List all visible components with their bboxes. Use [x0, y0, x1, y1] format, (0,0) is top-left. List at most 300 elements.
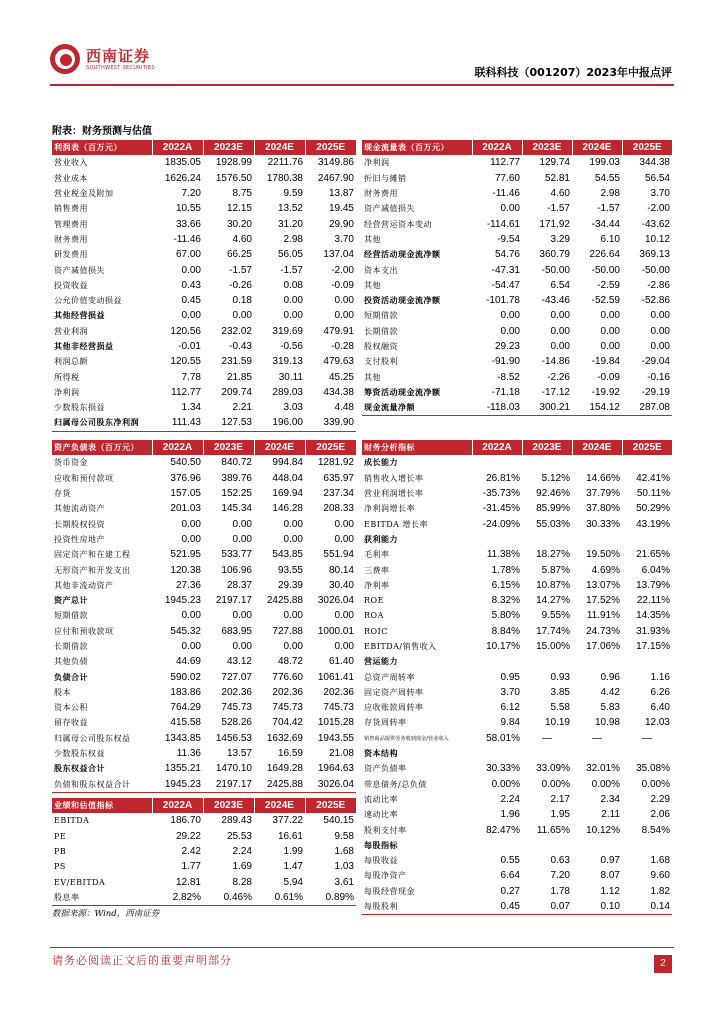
table-row — [52, 859, 356, 874]
cell-value: 6.54 — [550, 279, 570, 291]
cell-value: 2.06 — [650, 809, 670, 821]
cell-value: 37.79% — [586, 488, 620, 500]
cell-value: 208.33 — [323, 503, 354, 515]
row-label: 营业利润增长率 — [364, 489, 424, 499]
cell-value: 2211.76 — [267, 157, 303, 169]
cell-value: 11.65% — [536, 824, 570, 836]
cell-value: 106.96 — [221, 564, 252, 576]
cell-value: 764.29 — [170, 702, 201, 714]
column-header: 2025E — [622, 440, 672, 455]
cell-value: 1649.28 — [266, 763, 303, 775]
cell-value: 1343.85 — [164, 732, 201, 744]
table-row — [362, 838, 672, 853]
cell-value: -11.46 — [492, 188, 520, 200]
cell-value: 0.00 — [550, 310, 570, 322]
cell-value: 0.00 — [650, 341, 670, 352]
row-label: 股息率 — [52, 890, 152, 906]
cell-value: -8.52 — [497, 371, 520, 383]
cell-value — [622, 455, 672, 470]
table-title: 业绩和估值指标 — [52, 798, 152, 813]
cell-value: 202.36 — [221, 686, 252, 698]
row-label: 长期借款 — [54, 642, 88, 651]
cell-value: 5.12% — [541, 472, 570, 484]
cell-value: 7.78 — [181, 371, 201, 383]
cell-value: 415.58 — [170, 717, 201, 729]
column-header: 2025E — [305, 440, 356, 455]
table-row — [52, 155, 356, 170]
cell-value: -52.86 — [641, 295, 670, 307]
cell-value: -50.00 — [641, 264, 670, 276]
cell-value: 58.01% — [486, 732, 520, 744]
cell-value: 2.82% — [152, 890, 203, 906]
row-label: ROIC — [364, 626, 388, 636]
cell-value: -31.45% — [482, 503, 520, 515]
appendix-title: 附表：财务预测与估值 — [52, 126, 152, 137]
cell-value: 13.87 — [328, 188, 354, 200]
cell-value: 29.23 — [494, 341, 520, 352]
cell-value: 30.33% — [586, 518, 620, 530]
row-label: 财务费用 — [364, 189, 398, 199]
row-label: 现金流量净额 — [362, 400, 472, 416]
cell-value: 1945.23 — [164, 595, 201, 607]
cell-value: 3.29 — [550, 233, 570, 245]
row-label: 经营营运资本变动 — [364, 219, 432, 229]
cell-value: 18.27% — [536, 549, 570, 561]
cell-value: 2197.17 — [203, 777, 254, 793]
table-row — [362, 186, 672, 201]
cell-value: 43.12 — [226, 656, 252, 668]
row-label: 销售收入增长率 — [364, 473, 424, 483]
cell-value: 545.32 — [170, 625, 201, 637]
table-row — [52, 293, 356, 308]
cell-value: 434.38 — [323, 386, 354, 398]
cell-value: 1.47 — [283, 861, 303, 873]
table-row — [52, 247, 356, 262]
cell-value: -54.47 — [491, 279, 520, 291]
table-row — [362, 761, 672, 776]
table-row — [52, 324, 356, 339]
cell-value: 0.00 — [181, 610, 201, 622]
cell-value — [622, 838, 672, 853]
cell-value: 5.87% — [541, 564, 570, 576]
table-row — [362, 293, 672, 308]
cell-value: 2.98 — [600, 188, 620, 200]
cell-value: 10.17% — [486, 641, 520, 652]
row-label: 获利能力 — [364, 533, 398, 544]
cell-value: 14.27% — [536, 595, 570, 607]
row-label: 公允价值变动损益 — [54, 296, 122, 306]
column-header: 2024E — [254, 440, 305, 455]
cell-value: 0.00 — [181, 264, 201, 276]
cell-value: — — [592, 732, 602, 744]
table-row — [52, 354, 356, 369]
cell-value: -29.04 — [641, 356, 670, 368]
table-row — [52, 201, 356, 216]
cell-value: 92.46% — [536, 488, 570, 500]
table-row — [52, 654, 356, 669]
cell-value: 17.52% — [586, 595, 620, 607]
row-label: 销售商品提供劳务收到现金/营业收入 — [364, 735, 449, 742]
cell-value: 0.00 — [283, 641, 303, 652]
row-label: 归属母公司股东权益 — [54, 733, 131, 743]
cell-value: 2.24 — [500, 793, 520, 805]
cell-value: 183.86 — [170, 686, 201, 698]
cell-value: 1.95 — [550, 809, 570, 821]
table-row — [52, 562, 356, 577]
table-row — [362, 201, 672, 216]
cell-value: -19.84 — [591, 356, 620, 368]
cell-value: 66.25 — [226, 249, 252, 261]
table-row — [362, 624, 672, 639]
row-label: 毛利率 — [364, 550, 390, 560]
table-row — [362, 400, 672, 416]
row-label: 资产减值损失 — [364, 204, 415, 214]
row-label: 少数股东损益 — [54, 403, 105, 413]
cell-value: 6.10 — [600, 233, 620, 245]
row-label: 存货 — [54, 489, 71, 499]
cell-value: 0.10 — [572, 899, 622, 915]
cell-value: 0.00 — [181, 310, 201, 322]
cell-value: 540.15 — [323, 815, 354, 827]
table-row — [52, 186, 356, 201]
cell-value: 232.02 — [221, 325, 252, 337]
cell-value: 0.00 — [283, 518, 303, 530]
cell-value: 50.11% — [636, 488, 670, 500]
table-row — [362, 746, 672, 761]
cell-value: 0.00 — [334, 295, 354, 307]
table-row — [362, 578, 672, 593]
cell-value: 2.29 — [650, 793, 670, 805]
table-row — [362, 700, 672, 715]
table-row — [362, 516, 672, 531]
cell-value: 85.99% — [536, 503, 570, 515]
cell-value: -34.44 — [591, 218, 620, 230]
cell-value: 9.55% — [541, 610, 570, 622]
cell-value: 14.35% — [636, 610, 670, 622]
cell-value: 0.00 — [334, 610, 354, 622]
valuation-table — [52, 798, 356, 906]
table-title: 利润表（百万元） — [52, 140, 152, 155]
cell-value: 0.00 — [600, 310, 620, 322]
cell-value: -24.09% — [482, 518, 520, 530]
row-label: 每股净资产 — [364, 871, 407, 881]
cell-value: 11.91% — [586, 610, 620, 622]
row-label: 资产负债率 — [364, 764, 407, 774]
cell-value: 7.20 — [181, 188, 201, 200]
cell-value: 4.60 — [232, 233, 252, 245]
table-row — [52, 669, 356, 684]
cell-value: 745.73 — [221, 702, 252, 714]
cell-value: 127.53 — [203, 415, 254, 431]
cell-value: 0.61% — [254, 890, 305, 906]
cell-value — [572, 838, 622, 853]
cell-value: 1.03 — [334, 861, 354, 873]
cell-value: 19.50% — [586, 549, 620, 561]
row-label: 资本支出 — [364, 265, 398, 275]
logo-chinese-name: 西南证券 — [86, 46, 151, 65]
cell-value: 4.48 — [334, 402, 354, 414]
table-row — [52, 532, 356, 547]
row-label: 管理费用 — [54, 219, 88, 229]
cell-value — [522, 654, 572, 669]
table-row — [362, 685, 672, 700]
row-label: 股本 — [54, 687, 71, 697]
cell-value: 0.00 — [650, 310, 670, 322]
cell-value: 1470.10 — [215, 763, 252, 775]
cell-value: 5.80% — [491, 610, 520, 622]
table-row — [52, 385, 356, 400]
cell-value: 0.14 — [622, 899, 672, 915]
table-row — [52, 369, 356, 384]
cell-value: -35.73% — [482, 488, 520, 500]
cell-value: 2467.90 — [317, 172, 354, 184]
table-row — [52, 639, 356, 654]
cell-value: 199.03 — [589, 157, 620, 169]
cell-value: 521.95 — [170, 549, 201, 561]
cell-value: 35.08% — [636, 763, 670, 775]
cell-value: 21.85 — [226, 371, 252, 383]
row-label: 短期借款 — [364, 311, 398, 321]
cell-value: 9.58 — [334, 830, 354, 842]
cell-value: 12.03 — [644, 717, 670, 729]
cell-value — [472, 838, 522, 853]
income-statement-table — [52, 140, 356, 432]
column-header: 2024E — [254, 798, 305, 813]
cell-value: 17.06% — [586, 641, 620, 652]
cell-value: 4.69% — [591, 564, 620, 576]
cell-value: 0.00 — [334, 533, 354, 545]
cell-value: 145.34 — [221, 503, 252, 515]
table-row — [52, 547, 356, 562]
table-row — [362, 669, 672, 684]
balance-sheet-table — [52, 440, 356, 793]
cell-value — [622, 746, 672, 761]
cell-value: 31.20 — [277, 218, 303, 230]
row-label: 短期借款 — [54, 611, 88, 621]
cell-value: 533.77 — [221, 549, 252, 561]
data-source-note: 数据来源：Wind，西南证券 — [52, 909, 160, 919]
table-row — [362, 501, 672, 516]
cell-value: -114.61 — [486, 218, 520, 230]
cell-value: 1964.63 — [317, 763, 354, 775]
column-header: 2022A — [472, 440, 522, 455]
cell-value: -0.26 — [229, 279, 252, 291]
column-header: 2022A — [152, 440, 203, 455]
cell-value: -71.18 — [491, 386, 520, 398]
cell-value: 0.00 — [232, 641, 252, 652]
cell-value: 0.00 — [232, 518, 252, 530]
cell-value: -1.57 — [597, 203, 620, 215]
column-header: 2025E — [305, 798, 356, 813]
table-row — [52, 731, 356, 746]
column-header: 2023E — [203, 798, 254, 813]
row-label: 成长能力 — [364, 457, 398, 468]
row-label: 负债和股东权益合计 — [52, 777, 152, 793]
row-label: 支付股利 — [364, 357, 398, 367]
cell-value: 237.34 — [323, 488, 354, 500]
cell-value: 11.38% — [486, 549, 520, 561]
cell-value: 226.64 — [589, 249, 620, 261]
cell-value: 1.68 — [650, 855, 670, 867]
table-row — [52, 890, 356, 906]
cell-value: 14.66% — [586, 472, 620, 484]
cell-value: 319.69 — [272, 325, 303, 337]
table-row — [362, 339, 672, 354]
cell-value: 540.50 — [170, 457, 201, 469]
cell-value: 21.65% — [636, 549, 670, 561]
cell-value: 30.20 — [226, 218, 252, 230]
cell-value: 201.03 — [170, 503, 201, 515]
cell-value — [472, 455, 522, 470]
table-row — [362, 608, 672, 623]
cell-value: 22.11% — [636, 595, 670, 607]
row-label: 每股收益 — [364, 856, 398, 866]
row-label: 股东权益合计 — [54, 763, 105, 774]
table-row — [362, 777, 672, 792]
table-row — [52, 608, 356, 623]
cell-value: -118.03 — [472, 400, 522, 416]
cell-value: 1626.24 — [164, 172, 201, 184]
cell-value: 1000.01 — [317, 625, 354, 637]
table-row — [362, 471, 672, 486]
cell-value: 745.73 — [323, 702, 354, 714]
cell-value: 31.93% — [636, 625, 670, 637]
cell-value: 37.80% — [586, 503, 620, 515]
cell-value: 0.00 — [232, 610, 252, 622]
table-row — [52, 486, 356, 501]
cell-value: 0.45 — [181, 295, 201, 307]
cell-value: 0.27 — [500, 885, 520, 897]
cell-value — [622, 654, 672, 669]
cell-value: -0.56 — [280, 341, 303, 352]
cell-value: 33.09% — [536, 763, 570, 775]
cell-value: 0.00 — [334, 518, 354, 530]
cell-value: 389.76 — [221, 472, 252, 484]
cell-value: -0.09 — [331, 279, 354, 291]
cell-value: 1.82 — [650, 885, 670, 897]
cell-value: 12.81 — [175, 876, 201, 888]
table-row — [52, 455, 356, 470]
cell-value: 152.25 — [221, 488, 252, 500]
cell-value: 4.60 — [550, 188, 570, 200]
cell-value: 0.00% — [641, 778, 670, 790]
row-label: 营业收入 — [54, 158, 88, 168]
table-row — [52, 685, 356, 700]
row-label: 投资活动现金流净额 — [364, 295, 441, 306]
cell-value: 4.42 — [600, 686, 620, 698]
row-label: 资本公积 — [54, 703, 88, 713]
cell-value: 8.75 — [232, 188, 252, 200]
table-row — [52, 624, 356, 639]
cell-value: 0.43 — [181, 279, 201, 291]
cell-value: 0.00 — [650, 325, 670, 337]
cell-value: 0.00 — [500, 203, 520, 215]
row-label: 速动比率 — [364, 810, 398, 820]
cell-value: 50.29% — [636, 503, 670, 515]
column-header: 2023E — [522, 140, 572, 155]
cell-value: 3026.04 — [305, 777, 356, 793]
cell-value: 16.61 — [277, 830, 303, 842]
cell-value: 1.78 — [550, 885, 570, 897]
cell-value: 0.89% — [305, 890, 356, 906]
cell-value: 112.77 — [171, 386, 201, 398]
cell-value: -43.46 — [541, 295, 570, 307]
row-label: 总资产周转率 — [364, 672, 415, 682]
cell-value: 8.54% — [641, 824, 670, 836]
table-row — [52, 278, 356, 293]
page-number: 2 — [654, 955, 672, 973]
footer-divider — [50, 947, 674, 948]
cell-value: 56.54 — [644, 172, 670, 184]
cell-value: 0.95 — [500, 671, 520, 683]
cell-value: 1.68 — [334, 846, 354, 858]
column-header: 2023E — [203, 140, 254, 155]
cell-value: 42.41% — [636, 472, 670, 484]
row-label: 营运能力 — [364, 656, 398, 667]
cell-value: 0.00 — [283, 310, 303, 322]
column-header: 2023E — [522, 440, 572, 455]
column-header: 2022A — [152, 140, 203, 155]
cell-value: 0.96 — [600, 671, 620, 683]
cell-value: 171.92 — [539, 218, 570, 230]
table-row — [52, 501, 356, 516]
cell-value: 13.52 — [277, 203, 303, 215]
financial-ratios-table — [362, 440, 672, 915]
row-label: PS — [54, 862, 66, 872]
cell-value: 0.63 — [550, 855, 570, 867]
row-label: 净利率 — [364, 580, 390, 590]
cell-value: 0.00 — [334, 641, 354, 652]
cell-value: 15.00% — [536, 641, 570, 652]
table-row — [52, 874, 356, 889]
column-header: 2024E — [572, 140, 622, 155]
row-label: 其他 — [364, 372, 381, 382]
row-label: PB — [54, 847, 67, 857]
table-row — [52, 715, 356, 730]
cell-value: 30.33% — [486, 763, 520, 775]
disclaimer-text: 请务必阅读正文后的重要声明部分 — [52, 954, 232, 967]
column-header: 2022A — [152, 798, 203, 813]
cell-value: 1355.21 — [164, 763, 201, 775]
cell-value: 287.08 — [622, 400, 672, 416]
row-label: PE — [54, 831, 67, 841]
cell-value: 1015.28 — [317, 717, 354, 729]
row-label: 其他非流动资产 — [54, 580, 114, 590]
cell-value: 0.00 — [181, 518, 201, 530]
cell-value: 377.22 — [272, 815, 303, 827]
table-row — [362, 654, 672, 669]
table-row — [362, 853, 672, 868]
table-row — [362, 715, 672, 730]
cell-value: 376.96 — [170, 472, 201, 484]
cell-value: 44.69 — [175, 656, 201, 668]
cell-value: 5.94 — [283, 876, 303, 888]
cell-value: -1.57 — [547, 203, 570, 215]
row-label: 固定资产周转率 — [364, 687, 424, 697]
report-title: 联科科技（001207）2023年中报点评 — [474, 66, 672, 79]
cell-value: 10.12% — [586, 824, 620, 836]
cell-value: 1061.41 — [317, 671, 354, 683]
cell-value: 1.69 — [232, 861, 252, 873]
table-header-row — [52, 140, 356, 155]
cell-value: 551.94 — [323, 549, 354, 561]
cell-value: 52.81 — [544, 172, 570, 184]
cell-value: -29.19 — [641, 386, 670, 398]
table-row — [52, 262, 356, 277]
row-label: 负债合计 — [54, 671, 88, 682]
cell-value: -101.78 — [486, 295, 520, 307]
logo-english-name: SOUTHWEST SECURITIES — [86, 64, 155, 71]
